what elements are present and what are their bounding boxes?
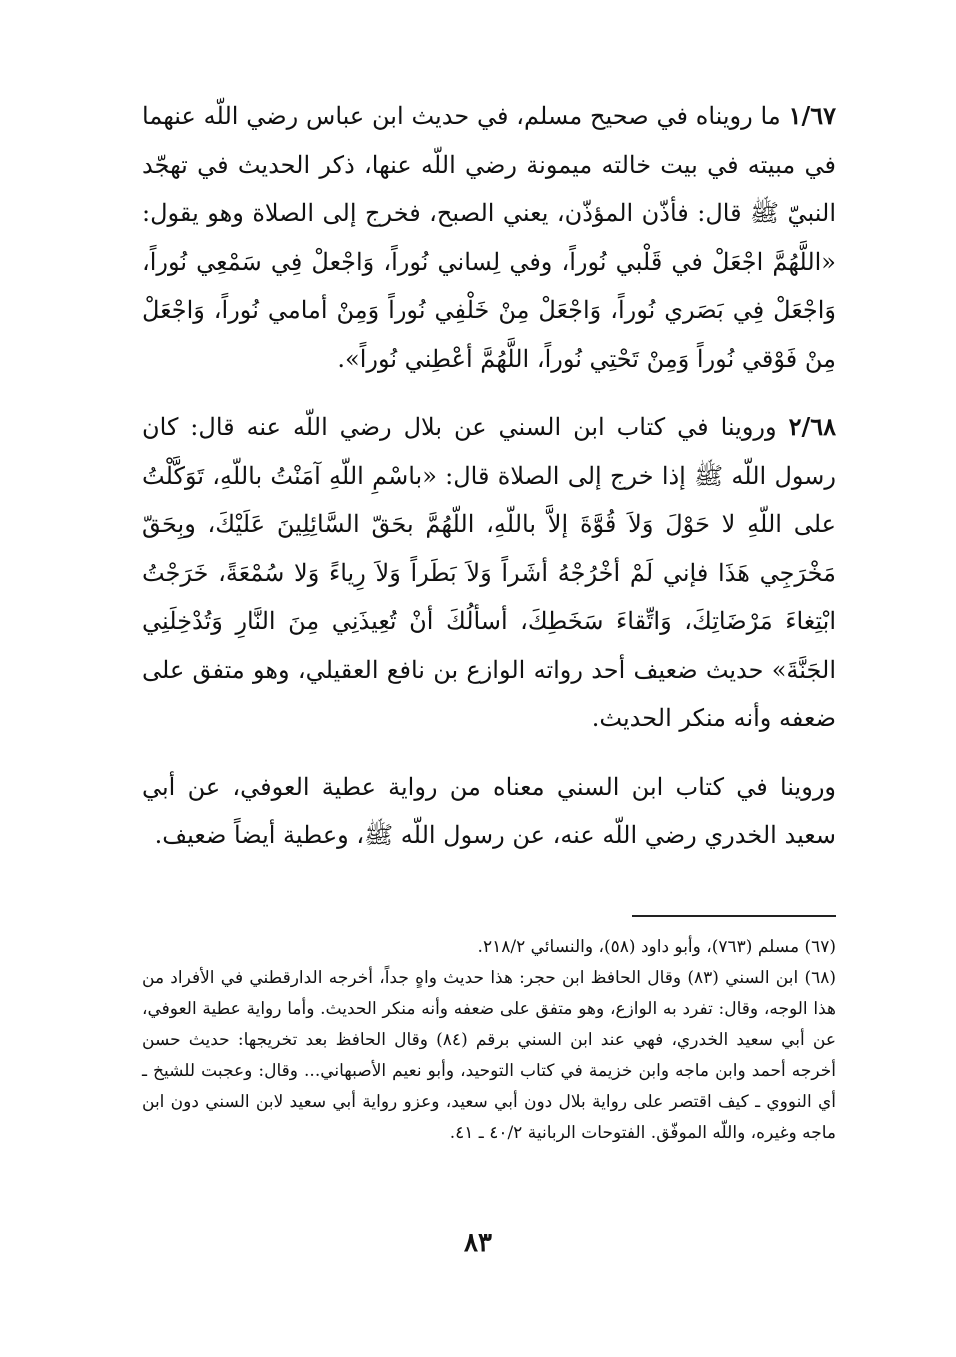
footnote-text: ابن السني (٨٣) وقال الحافظ ابن حجر: هذا حديث واهٍ جداً، أخرجه الدارقطني في الأفراد من هذا الوجه، وقال: تفرد به الوازع، وهو متفق على ضعفه وأنه منكر الحديث. وأما رواية عطية العوفي، عن أبي سعيد الخدري، فهي عند ابن السني برقم (٨٤) وقال الحافظ بعد تخريجها: حديث حسن أخرجه أحمد وابن ماجه وابن خزيمة في كتاب التوحيد، وأبو نعيم الأصبهاني... وقال: وعجبت للشيخ ـ أي النووي ـ كيف اقتصر على رواية بلال دون أبي سعيد، وعزو رواية أبي سعيد لابن السني دون ابن ماجه وغيره، واللّه الموفّق. الفتوحات الربانية ٤٠/٢ ـ ٤١. [142, 968, 837, 1143]
footnote-text: مسلم (٧٦٣)، وأبو داود (٥٨)، والنسائي ٢١٨/٢. [477, 937, 800, 957]
hadith-paragraph-68 [142, 403, 836, 743]
footnote-label: (٦٨) [804, 968, 837, 988]
footnote-separator [632, 915, 836, 917]
footnote-label: (٦٧) [804, 937, 836, 957]
footnote-67 [142, 932, 836, 963]
page-number: ٨٣ [464, 1228, 492, 1258]
paragraph-text: وروينا في كتاب ابن السني عن بلال رضي اللّه عنه قال: كان رسول اللّه ﷺ إذا خرج إلى الصلاة قال: «باسْمِ اللّهِ آمَنْتُ باللّهِ، تَوَكَّلْتُ على اللّهِ لا حَوْلَ وَلاَ قُوَّةَ إلاَّ باللّهِ، اللّهُمَّ بحَقّ السَّائِلِينَ عَلَيْكَ، وبِحَقّ مَخْرَجِي هَذَا فإني لَمْ أخْرُجْهُ أشَراً وَلاَ بَطَراً وَلاَ رِياءً وَلا سُمْعَةً، خَرَجْتُ ابْتِغاءَ مَرْضَاتِكَ، وَاتِّقاءَ سَخَطِكَ، أسألُكَ أنْ تُعِيذَنِي مِنَ النَّارِ وَتُدْخِلَنِي الجَنَّةَ» حديث ضعيف أحد رواته الوازع بن نافع العقيلي، وهو متفق على ضعفه وأنه منكر الحديث. [142, 413, 836, 732]
additional-paragraph [142, 763, 836, 860]
main-text [142, 92, 836, 860]
footnotes [142, 932, 836, 1149]
footnote-68 [142, 963, 836, 1149]
hadith-paragraph-67 [142, 92, 836, 383]
hadith-number: ١/٦٧ [788, 101, 836, 130]
paragraph-text: وروينا في كتاب ابن السني معناه من رواية عطية العوفي، عن أبي سعيد الخدري رضي اللّه عنه، عن رسول اللّه ﷺ، وعطية أيضاً ضعيف. [142, 772, 837, 849]
hadith-number: ٢/٦٨ [788, 412, 836, 441]
paragraph-text: ما رويناه في صحيح مسلم، في حديث ابن عباس رضي اللّه عنهما في مبيته في بيت خالته ميمونة رضي اللّه عنها، ذكر الحديث في تهجّد النبيّ ﷺ قال: فأذّن المؤذّن، يعني الصبح، فخرج إلى الصلاة وهو يقول: «اللَّهُمَّ اجْعَلْ في قَلْبي نُوراً، وفي لِساني نُوراً، وَاجْعلْ فِي سَمْعِي نُوراً، وَاجْعَلْ فِي بَصَري نُوراً، وَاجْعَلْ مِنْ خَلْفِي نُوراً وَمِنْ أمامي نُوراً، وَاجْعَلْ مِنْ فَوْقي نُوراً وَمِنْ تَحْتِي نُوراً، اللَّهُمَّ أعْطِني نُوراً». [142, 102, 836, 373]
